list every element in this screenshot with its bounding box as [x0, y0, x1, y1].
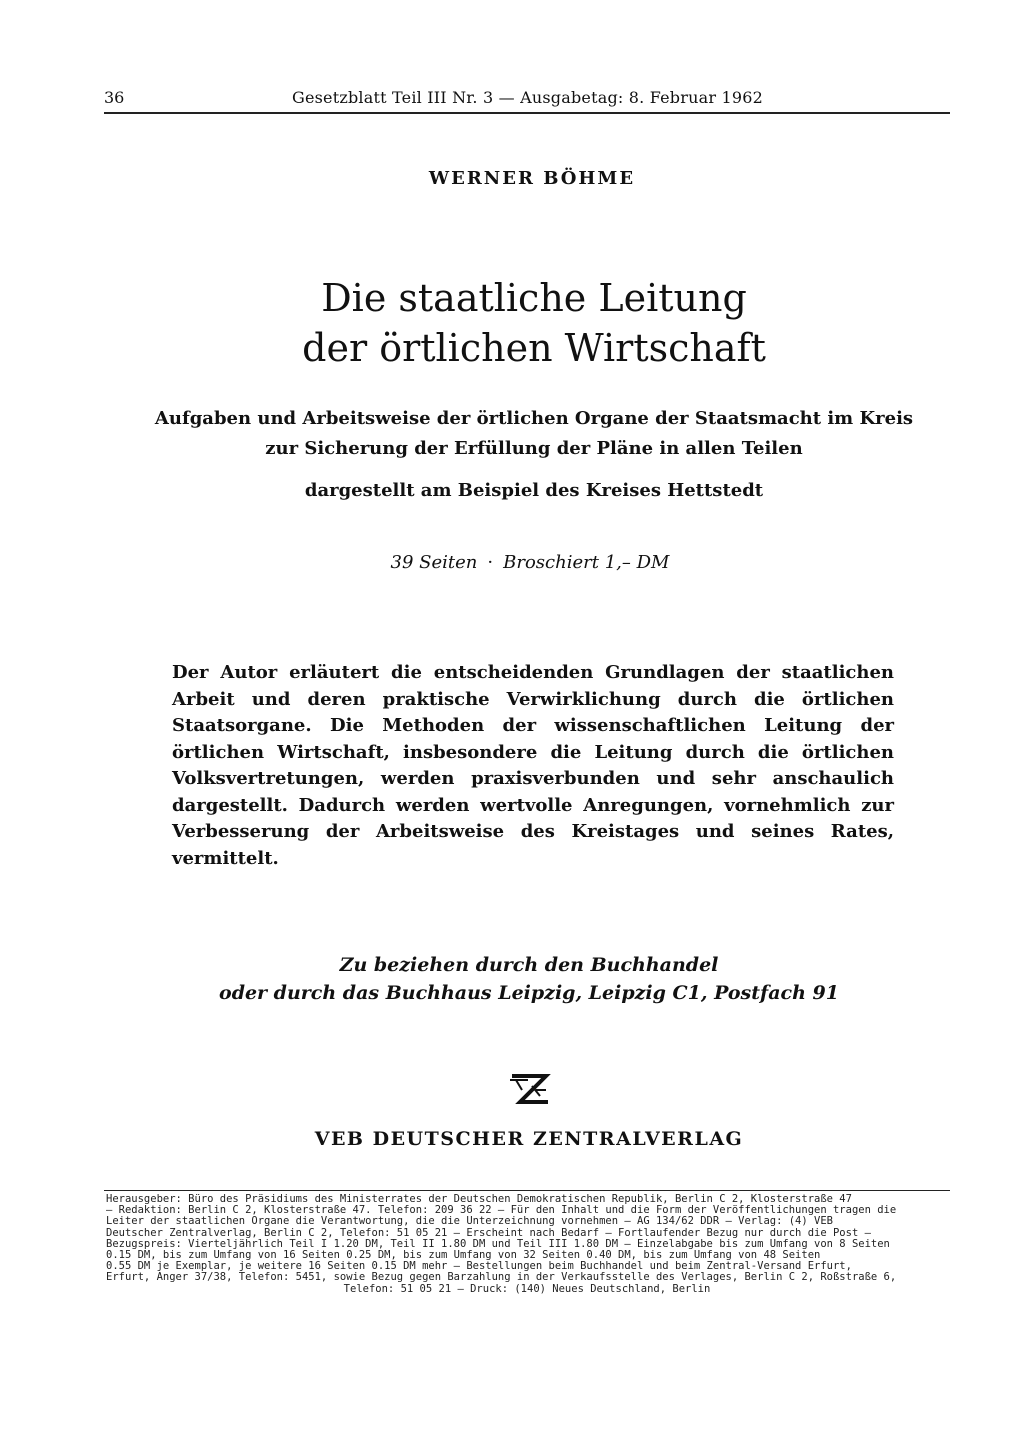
imprint-line: — Redaktion: Berlin C 2, Klosterstraße 47. Telefon: 209 36 22 — Für den Inhalt und die Form der Veröffentlichungen tragen die [106, 1205, 897, 1217]
author-name: WERNER BÖHME [428, 168, 636, 189]
imprint-line: 0.15 DM, bis zum Umfang von 16 Seiten 0.25 DM, bis zum Umfang von 32 Seiten 0.40 DM, bis zum Umfang von 48 Seiten [106, 1250, 821, 1262]
page-count: 39 Seiten [390, 552, 478, 573]
imprint-line: Telefon: 51 05 21 — Druck: (140) Neues Deutschland, Berlin [343, 1283, 711, 1295]
publisher-logo-icon [506, 1066, 552, 1112]
subtitle-line-3: dargestellt am Beispiel des Kreises Hettstedt [304, 480, 764, 501]
subtitle-line-1: Aufgaben und Arbeitsweise der örtlichen Organe der Staatsmacht im Kreis [154, 408, 914, 429]
running-header: Gesetzblatt Teil III Nr. 3 — Ausgabetag: 8. Februar 1962 [292, 88, 763, 107]
book-title-line-1: Die staatliche Leitung [321, 276, 747, 320]
page-number: 36 [104, 88, 125, 107]
order-info-line-2: oder durch das Buchhaus Leipzig, Leipzig C1, Postfach 91 [219, 982, 839, 1004]
imprint-line: Leiter der staatlichen Organe die Verantwortung, die die Unterzeichnung vornehmen — AG 134/62 DDR — Verlag: (4) VEB [106, 1216, 833, 1228]
publisher-name: VEB DEUTSCHER ZENTRALVERLAG [314, 1128, 744, 1150]
imprint-line: Herausgeber: Büro des Präsidiums des Ministerrates der Deutschen Demokratischen Republik, Berlin C 2, Klosterstraße 47 [106, 1194, 852, 1205]
book-details [0, 552, 1024, 573]
book-price: Broschiert 1,– DM [503, 552, 670, 573]
header-rule [104, 112, 950, 114]
imprint-line: Bezugspreis: Vierteljährlich Teil I 1.20 DM, Teil II 1.80 DM und Teil III 1.80 DM — Einzelabgabe bis zum Umfang von 8 Seiten [106, 1238, 890, 1250]
book-title-line-2: der örtlichen Wirtschaft [302, 326, 766, 370]
order-info-line-1: Zu beziehen durch den Buchhandel [339, 954, 719, 976]
book-description: Der Autor erläutert die entscheidenden Grundlagen der staatlichen Arbeit und deren praktische Verwirklichung durch die örtlichen Staatsorgane. Die Methoden der wissenschaftlichen Leitung der örtlichen Wirtschaft, insbesondere die Leitung durch die örtlichen Volksvertretungen, werden praxisverbunden und sehr anschaulich dargestellt. Dadurch werden wertvolle Anregungen, vornehmlich zur Verbesserung der Arbeitsweise des Kreistages und seines Rates, vermittelt. [172, 662, 894, 869]
imprint-line: 0.55 DM je Exemplar, je weitere 16 Seiten 0.15 DM mehr — Bestellungen beim Buchhandel und beim Zentral-Versand Erfurt, [106, 1261, 852, 1273]
imprint-line: Deutscher Zentralverlag, Berlin C 2, Telefon: 51 05 21 — Erscheint nach Bedarf — Fortlaufender Bezug nur durch die Post — [106, 1227, 871, 1239]
separator-dot: · [487, 552, 494, 573]
imprint-rule [104, 1190, 950, 1191]
subtitle-line-2: zur Sicherung der Erfüllung der Pläne in allen Teilen [265, 438, 803, 459]
imprint-line: Erfurt, Anger 37/38, Telefon: 5451, sowie Bezug gegen Barzahlung in der Verkaufsstelle des Verlages, Berlin C 2, Roßstraße 6, [106, 1272, 897, 1284]
imprint-block [106, 1194, 948, 1295]
